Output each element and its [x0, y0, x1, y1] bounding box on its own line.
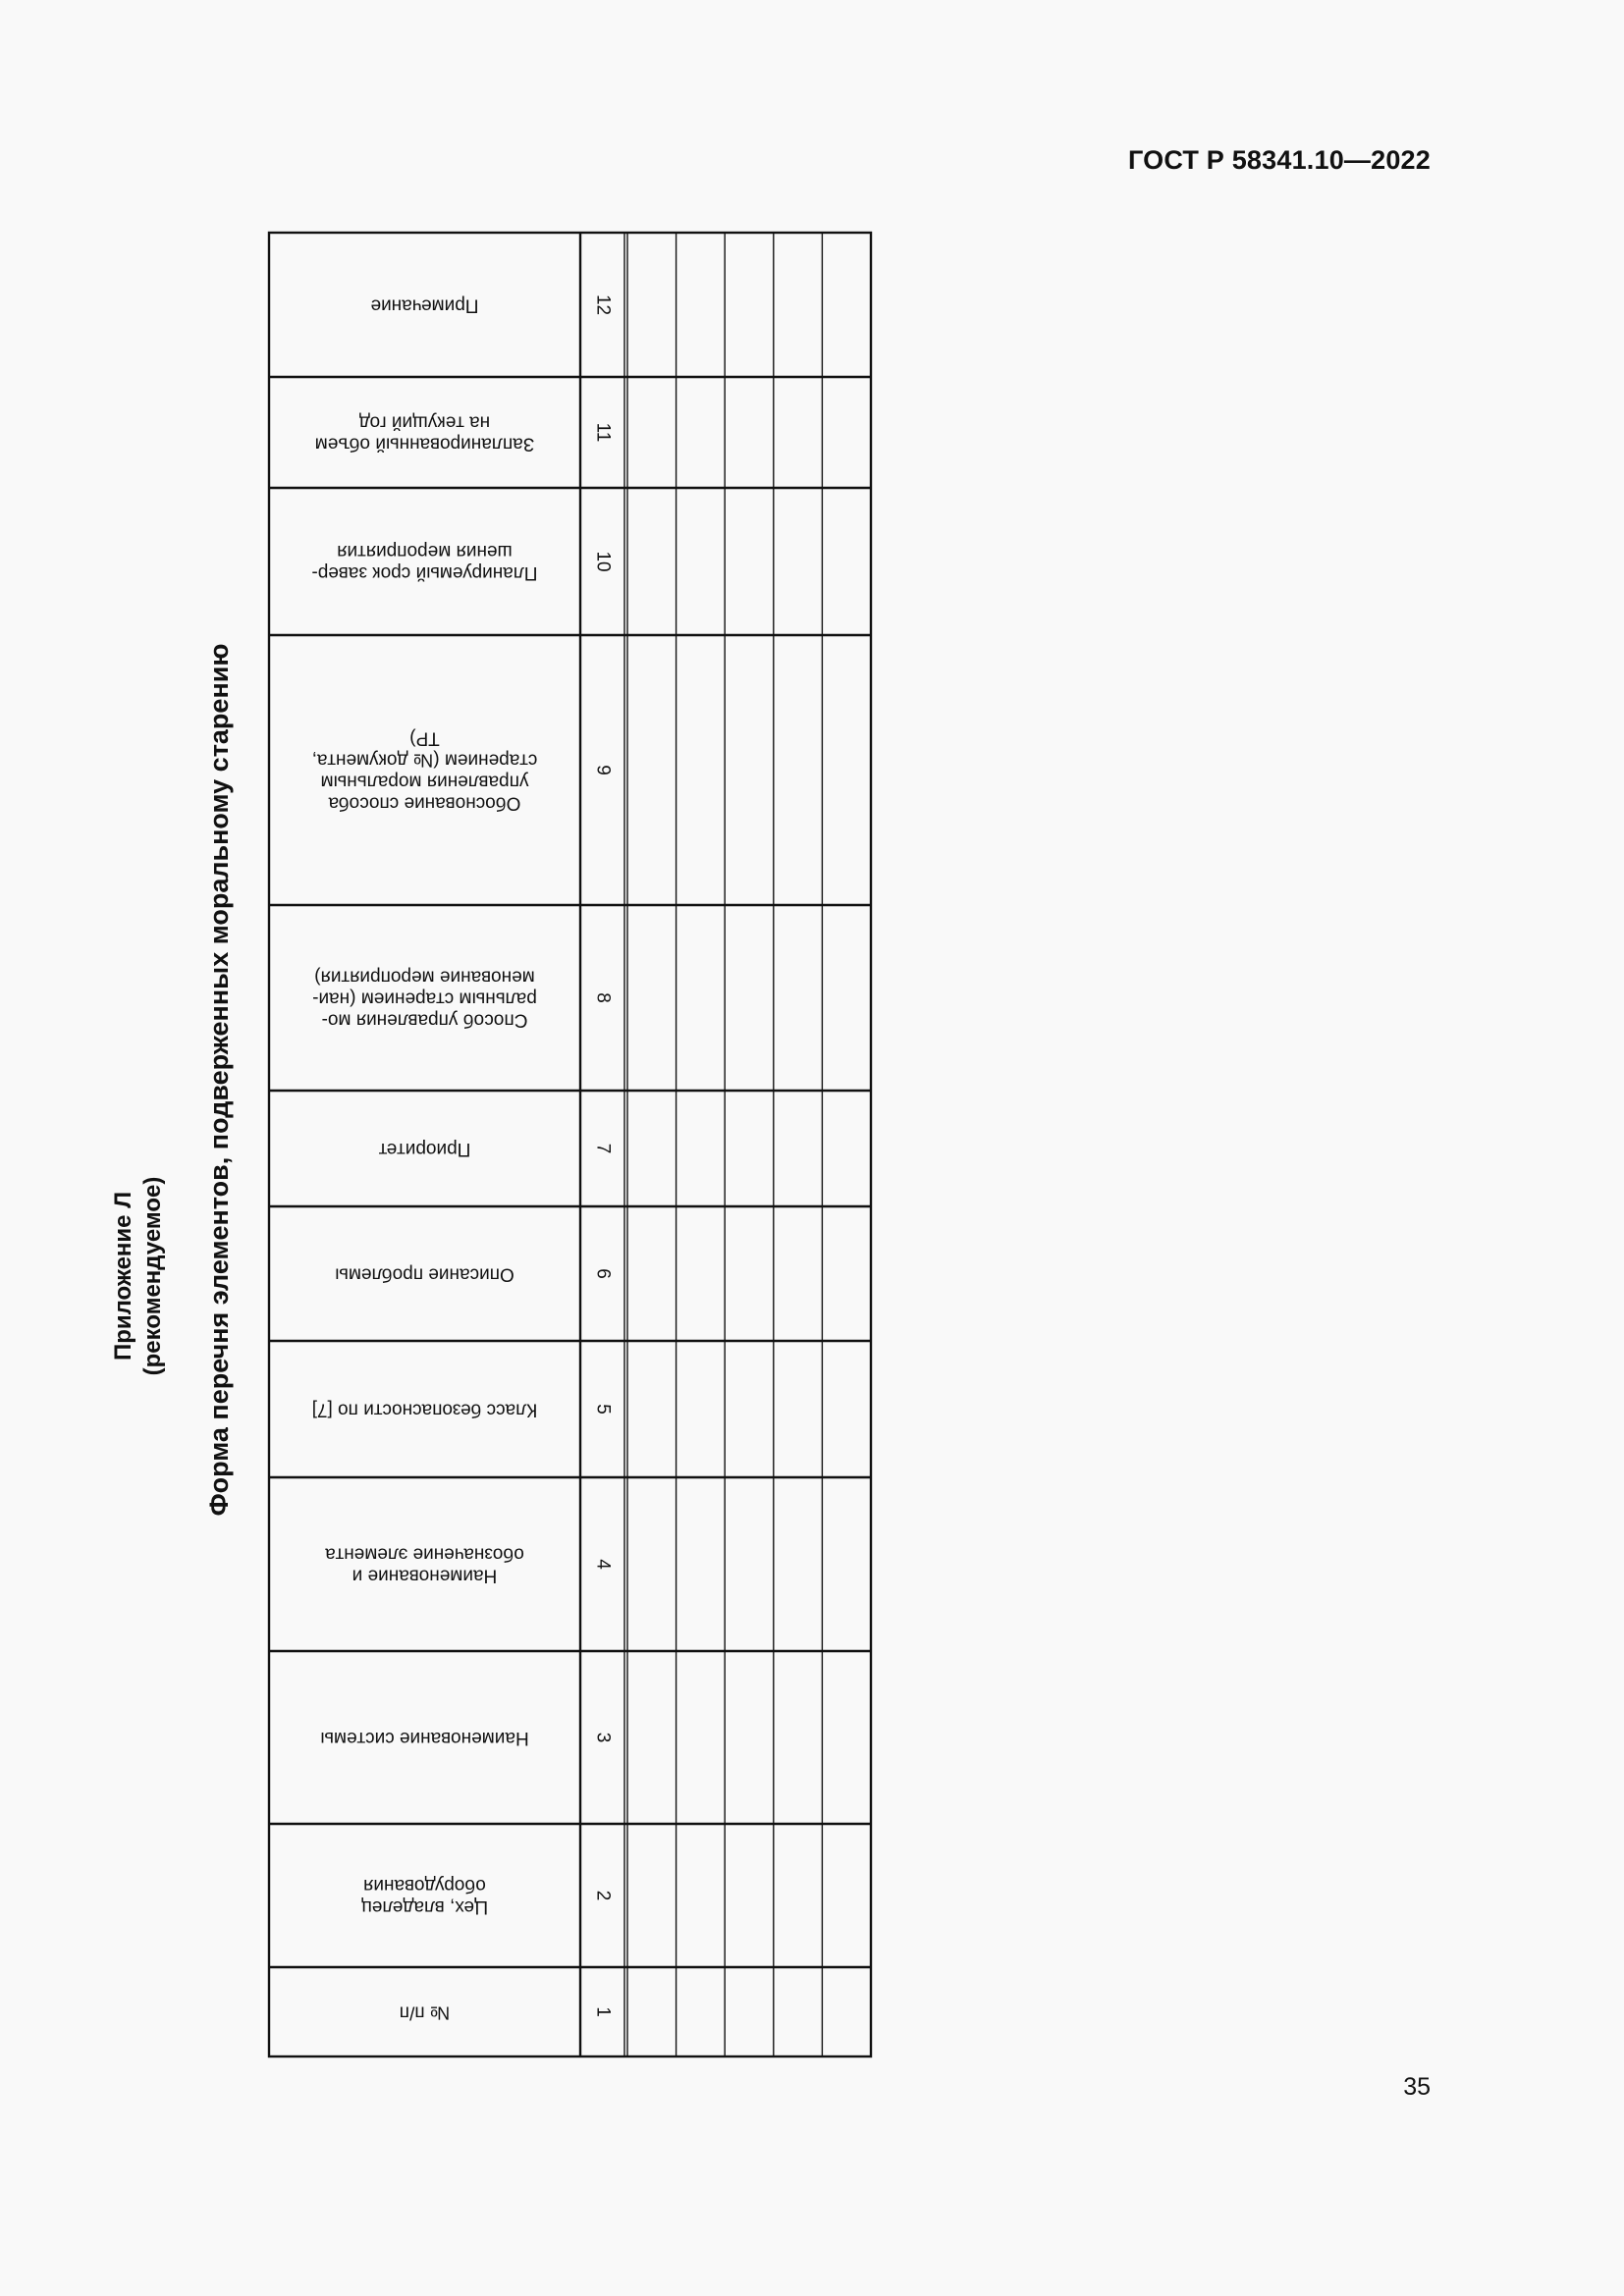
- column-header-text: Наименование системы: [320, 1727, 529, 1748]
- document-code: ГОСТ Р 58341.10—2022: [1128, 145, 1431, 175]
- column-header-col-4: [325, 1543, 524, 1585]
- column-header-text: оборудования: [363, 1874, 486, 1896]
- column-number-col-6: [592, 1268, 613, 1279]
- column-header-text: менование мероприятия): [314, 966, 535, 988]
- column-header-text: Класс безопасности по [7]: [311, 1399, 538, 1420]
- column-header-text: Способ управления мо-: [321, 1009, 528, 1031]
- column-number-text: 5: [592, 1404, 614, 1415]
- column-header-col-7: [378, 1139, 470, 1159]
- column-header-col-5: [312, 1399, 538, 1419]
- column-header-col-6: [335, 1263, 514, 1284]
- column-number-text: 3: [592, 1732, 614, 1743]
- appendix-status: (рекомендуемое): [139, 1176, 166, 1376]
- column-header-col-1: [400, 2002, 451, 2022]
- column-number-col-11: [592, 423, 613, 443]
- column-number-col-1: [592, 2006, 613, 2017]
- column-header-text: управления моральным: [320, 771, 529, 792]
- column-number-col-7: [592, 1144, 613, 1154]
- column-number-col-12: [592, 294, 613, 315]
- column-number-col-2: [592, 1891, 613, 1901]
- column-number-col-5: [592, 1404, 613, 1415]
- column-number-col-8: [592, 992, 613, 1003]
- column-header-col-10: [311, 541, 537, 583]
- column-header-text: Обоснование способа: [328, 792, 521, 814]
- column-header-text: Цех, владелец: [360, 1896, 489, 1917]
- column-header-text: шения мероприятия: [337, 540, 513, 561]
- column-header-col-9: [312, 727, 538, 813]
- column-number-col-4: [592, 1559, 613, 1570]
- column-header-text: Запланированный объем: [314, 433, 535, 454]
- column-number-text: 8: [592, 992, 614, 1003]
- column-header-col-3: [320, 1728, 528, 1748]
- column-number-text: 7: [592, 1143, 614, 1154]
- column-header-text: ТР): [409, 727, 440, 749]
- column-header-col-11: [315, 411, 535, 454]
- column-header-col-12: [371, 294, 479, 315]
- form-title: Форма перечня элементов, подверженных моральному старению: [204, 643, 234, 1517]
- column-header-col-2: [361, 1875, 488, 1917]
- column-header-text: Примечание: [370, 294, 479, 316]
- column-number-text: 1: [592, 2006, 614, 2017]
- column-header-text: Наименование и: [352, 1565, 498, 1586]
- column-number-text: 2: [592, 1890, 614, 1901]
- column-header-text: № п/п: [399, 2002, 451, 2023]
- column-header-text: ральным старением (наи-: [312, 988, 537, 1009]
- column-number-col-10: [592, 551, 613, 571]
- page-number: 35: [1403, 2073, 1431, 2101]
- column-header-text: Описание проблемы: [335, 1263, 514, 1285]
- column-header-col-8: [312, 966, 537, 1030]
- column-header-text: обозначение элемента: [325, 1543, 524, 1565]
- column-number-text: 6: [592, 1268, 614, 1279]
- column-header-text: Приоритет: [378, 1138, 471, 1159]
- column-number-text: 4: [592, 1559, 614, 1570]
- column-header-text: на текущий год: [358, 411, 491, 433]
- column-number-text: 9: [592, 765, 614, 775]
- column-number-col-9: [592, 765, 613, 775]
- column-number-col-3: [592, 1733, 613, 1743]
- column-header-text: Планируемый срок завер-: [311, 561, 538, 583]
- column-number-text: 10: [592, 551, 614, 572]
- column-header-text: старением (№ документа,: [311, 749, 538, 771]
- appendix-title: Приложение Л: [110, 1191, 136, 1362]
- column-number-text: 11: [592, 422, 614, 443]
- column-number-text: 12: [592, 294, 614, 316]
- table-border: [269, 233, 871, 2056]
